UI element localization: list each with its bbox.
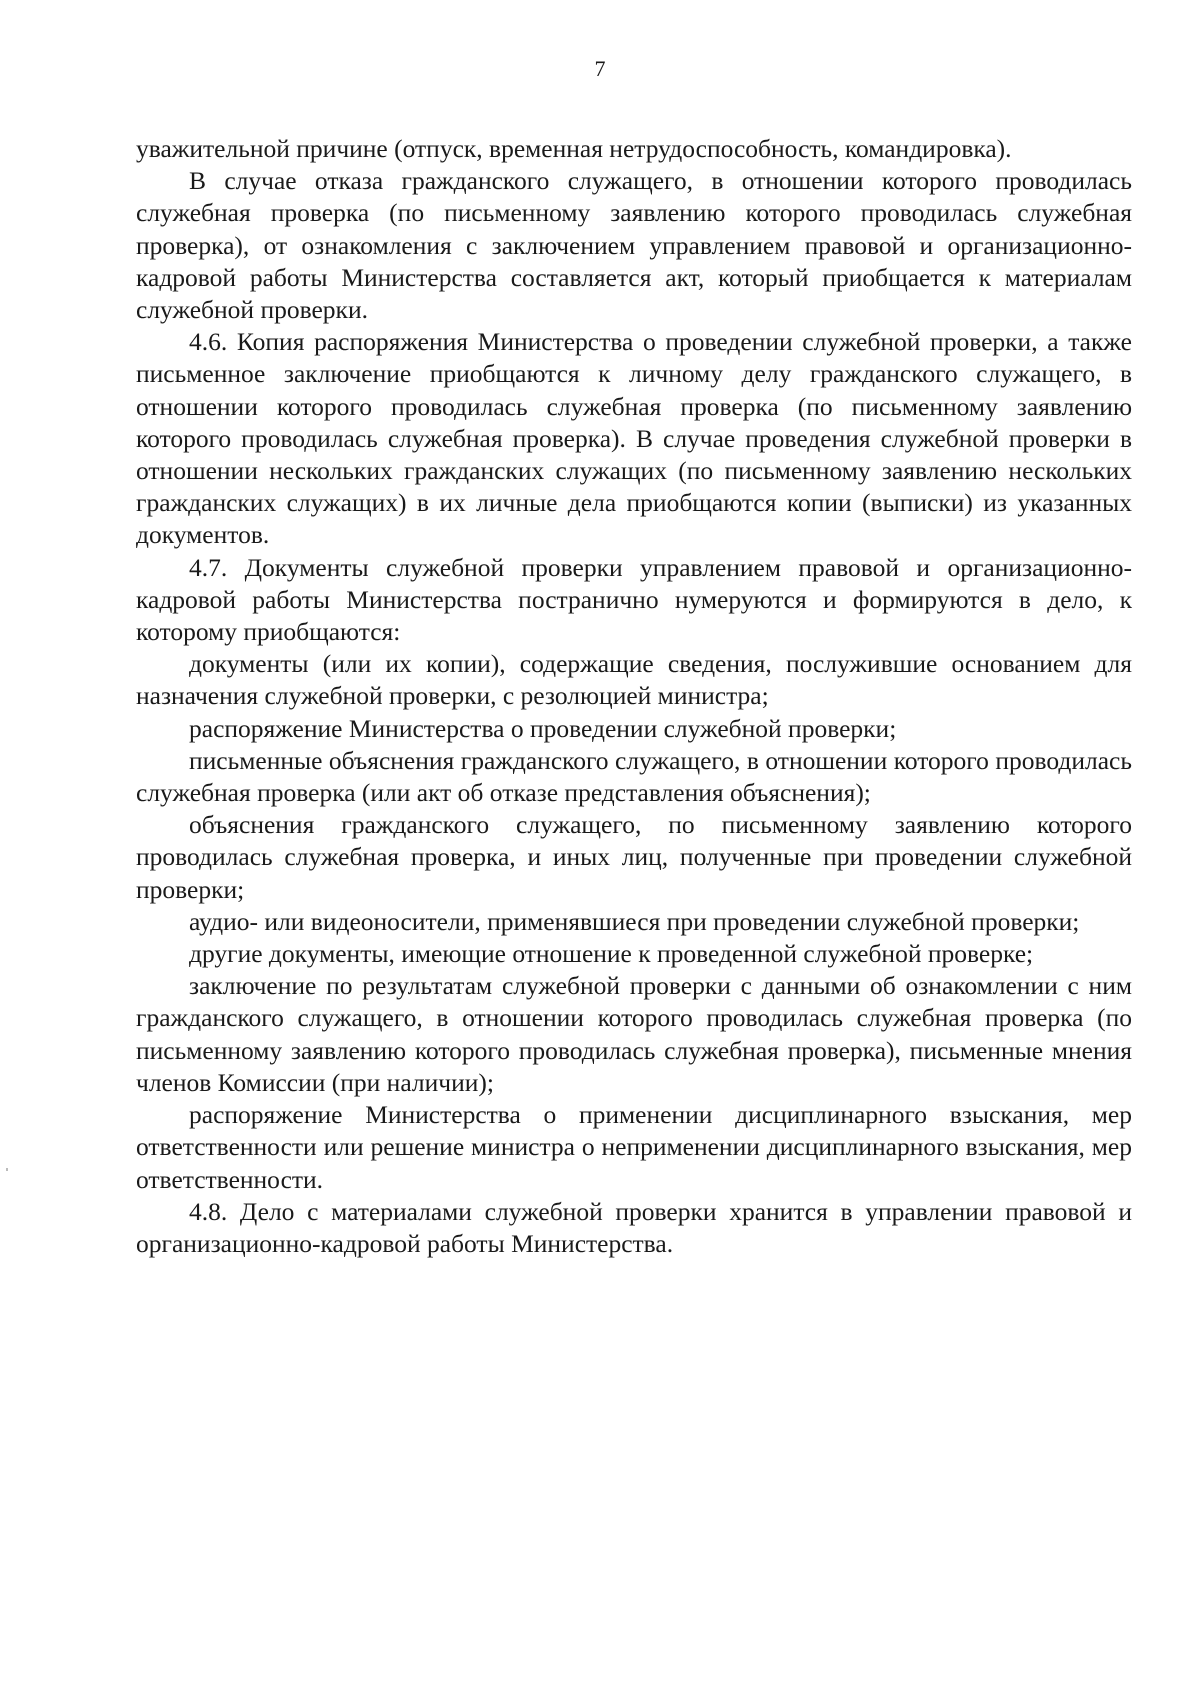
document-body xyxy=(136,133,1132,1260)
paragraph-4-6: 4.6. Копия распоряжения Министерства о проведении служебной проверки, а также письменное заключение приобщаются к личному делу гражданского служащего, в отношении которого проводилась служебная проверка (по письменному заявлению которого проводилась служебная проверка). В случае проведения служебной проверки в отношении нескольких гражданских служащих (по письменному заявлению нескольких гражданских служащих) в их личные дела приобщаются копии (выписки) из указанных документов. xyxy=(136,327,1132,550)
list-item-explanations-others: объяснения гражданского служащего, по письменному заявлению которого проводилась служебная проверка, и иных лиц, полученные при проведении служебной проверки; xyxy=(136,810,1132,904)
list-item-other-documents: другие документы, имеющие отношение к проведенной служебной проверке; xyxy=(189,939,1034,969)
page-number: 7 xyxy=(594,56,606,81)
list-item-documents: документы (или их копии), содержащие сведения, послужившие основанием для назначения служебной проверки, с резолюцией министра; xyxy=(136,649,1132,711)
list-item-conclusion: заключение по результатам служебной проверки с данными об ознакомлении с ним гражданского служащего, в отношении которого проводилась служебная проверка (по письменному заявлению которого проводилась служебная проверка), письменные мнения членов Комиссии (при наличии); xyxy=(136,971,1132,1097)
list-item-written-explanations: письменные объяснения гражданского служащего, в отношении которого проводилась служебная проверка (или акт об отказе представления объяснения); xyxy=(136,745,1132,808)
paragraph-4-7: 4.7. Документы служебной проверки управлением правовой и организационно-кадровой работы Министерства постранично нумеруются и формируются в дело, к которому приобщаются: xyxy=(136,552,1132,647)
paragraph-refusal-act: В случае отказа гражданского служащего, в отношении которого проводилась служебная проверка (по письменному заявлению которого проводилась служебная проверка), от ознакомления с заключением управлением правовой и организационно-кадровой работы Министерства составляется акт, который приобщается к материалам служебной проверки. xyxy=(136,166,1132,325)
scan-speck xyxy=(6,1168,8,1171)
list-item-order: распоряжение Министерства о проведении служебной проверки; xyxy=(189,713,897,743)
list-item-media: аудио- или видеоносители, применявшиеся при проведении служебной проверки; xyxy=(189,906,1080,936)
paragraph-continuation: уважительной причине (отпуск, временная нетрудоспособность, командировка). xyxy=(136,134,1012,163)
paragraph-4-8: 4.8. Дело с материалами служебной проверки хранится в управлении правовой и организационно-кадровой работы Министерства. xyxy=(136,1196,1132,1258)
list-item-disciplinary-order: распоряжение Министерства о применении дисциплинарного взыскания, мер ответственности или решение министра о неприменении дисциплинарного взыскания, мер ответственности. xyxy=(136,1100,1132,1194)
